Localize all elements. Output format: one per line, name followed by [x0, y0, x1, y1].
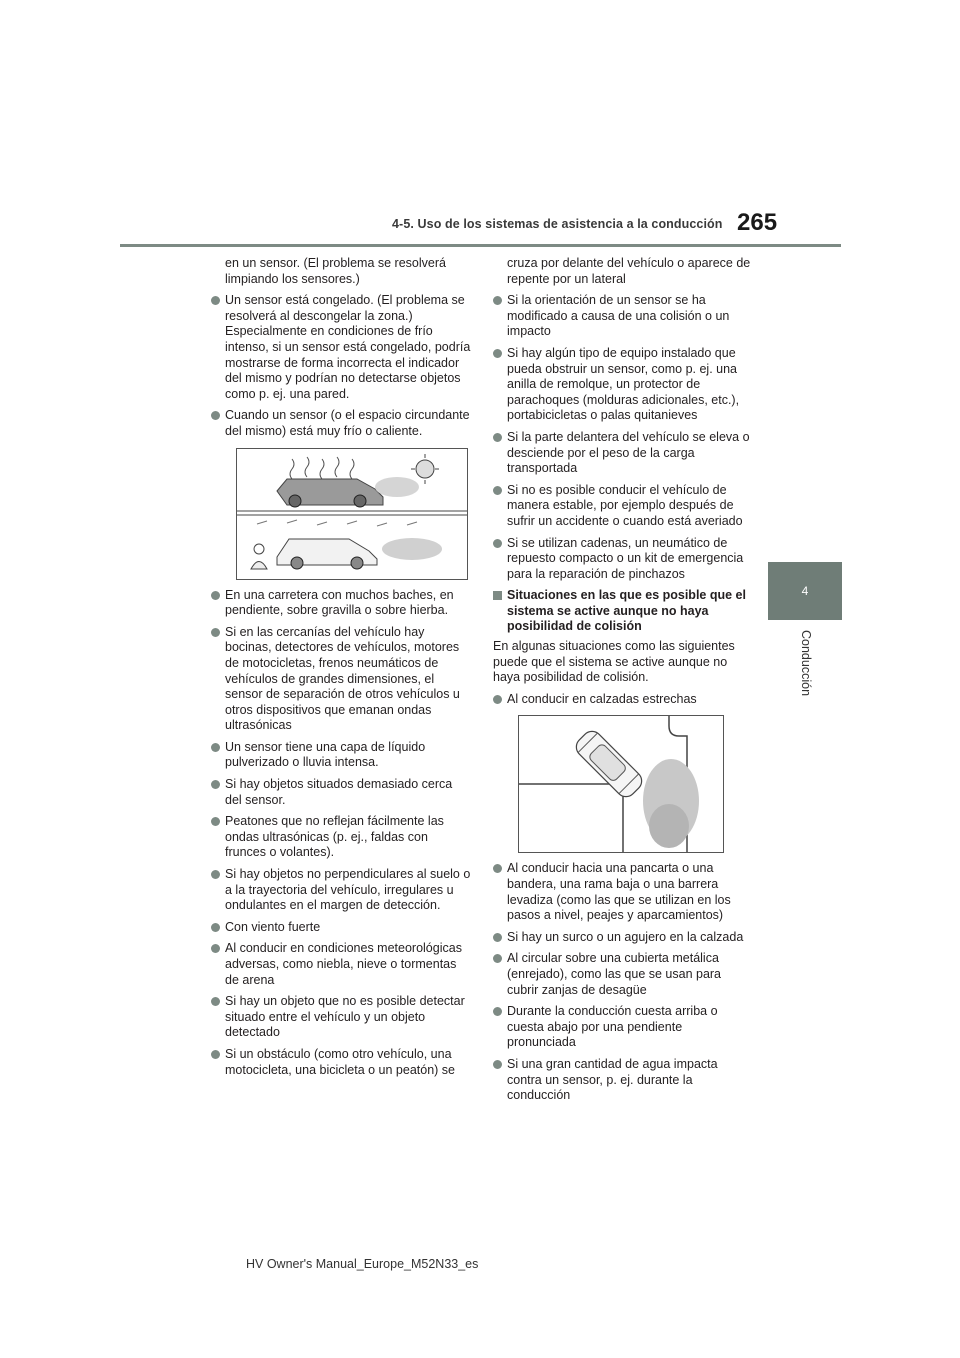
bullet-icon [493, 486, 502, 495]
list-item: Con viento fuerte [211, 920, 471, 936]
list-item: Si se utilizan cadenas, un neumático de repuesto compacto o un kit de emergencia para la reparación de pinchazos [493, 536, 753, 583]
bullet-icon [211, 870, 220, 879]
bullet-icon [493, 1060, 502, 1069]
bullet-icon [493, 539, 502, 548]
list-item: Al circular sobre una cubierta metálica (enrejado), como las que se usan para cubrir zanjas de desagüe [493, 951, 753, 998]
bullet-icon [493, 349, 502, 358]
list-item: Durante la conducción cuesta arriba o cuesta abajo por una pendiente pronunciada [493, 1004, 753, 1051]
chapter-label: Conducción [799, 630, 813, 697]
bullet-icon [211, 411, 220, 420]
section-heading: Situaciones en las que es posible que el sistema se active aunque no haya posibilidad de colisión [493, 588, 753, 635]
bullet-list [493, 861, 753, 1103]
square-bullet-icon [493, 591, 502, 600]
list-item: Al conducir en calzadas estrechas [493, 692, 753, 708]
bullet-icon [211, 997, 220, 1006]
list-item: Si en las cercanías del vehículo hay bocinas, detectores de vehículos, motores de motocicletas, frenos neumáticos de vehículos de grandes dimensiones, el sensor de separación de otros vehículos u otros dispositivos que emanan ondas ultrasónicas [211, 625, 471, 734]
bullet-icon [211, 1050, 220, 1059]
list-item: Cuando un sensor (o el espacio circundante del mismo) está muy frío o caliente. [211, 408, 471, 439]
list-item: Un sensor tiene una capa de líquido pulverizado o lluvia intensa. [211, 740, 471, 771]
bullet-list [493, 692, 753, 708]
continued-text: cruza por delante del vehículo o aparece de repente por un lateral [507, 256, 751, 286]
bullet-icon [493, 695, 502, 704]
list-item: Peatones que no reflejan fácilmente las ondas ultrasónicas (p. ej., faldas con frunces o volantes). [211, 814, 471, 861]
illustration-narrow-road [518, 715, 724, 853]
bullet-icon [493, 296, 502, 305]
bullet-icon [211, 296, 220, 305]
illustration-cars-weather [236, 448, 468, 580]
list-item: Al conducir en condiciones meteorológicas adversas, como niebla, nieve o tormentas de arena [211, 941, 471, 988]
bullet-icon [211, 743, 220, 752]
section-intro: En algunas situaciones como las siguientes puede que el sistema se active aunque no haya posibilidad de colisión. [493, 639, 735, 685]
list-item: Si hay objetos no perpendiculares al suelo o a la trayectoria del vehículo, irregulares u ondulantes en el margen de detección. [211, 867, 471, 914]
bullet-list [211, 588, 471, 1079]
list-item: Si un obstáculo (como otro vehículo, una motocicleta, una bicicleta o un peatón) se [211, 1047, 471, 1078]
list-item: En una carretera con muchos baches, en pendiente, sobre gravilla o sobre hierba. [211, 588, 471, 619]
header-rule [120, 244, 841, 247]
chapter-number: 4 [801, 584, 809, 598]
bullet-icon [211, 923, 220, 932]
list-item: Si hay un objeto que no es posible detectar situado entre el vehículo y un objeto detectado [211, 994, 471, 1041]
bullet-icon [211, 780, 220, 789]
bullet-icon [211, 944, 220, 953]
bullet-list [211, 293, 471, 439]
list-item: Si la orientación de un sensor se ha modificado a causa de una colisión o un impacto [493, 293, 753, 340]
list-item: Si no es posible conducir el vehículo de manera estable, por ejemplo después de sufrir un accidente o cuando está averiado [493, 483, 753, 530]
footer-text: HV Owner's Manual_Europe_M52N33_es [246, 1257, 479, 1271]
bullet-list [493, 293, 753, 582]
section-title: 4-5. Uso de los sistemas de asistencia a la conducción [392, 217, 723, 231]
bullet-icon [493, 933, 502, 942]
list-item: Si hay objetos situados demasiado cerca del sensor. [211, 777, 471, 808]
list-item: Si la parte delantera del vehículo se eleva o desciende por el peso de la carga transportada [493, 430, 753, 477]
chapter-tab[interactable] [768, 562, 842, 620]
page-number: 265 [737, 209, 778, 236]
list-item: Si hay un surco o un agujero en la calzada [493, 930, 753, 946]
right-column [493, 256, 753, 1110]
bullet-icon [211, 591, 220, 600]
bullet-icon [493, 433, 502, 442]
bullet-icon [493, 1007, 502, 1016]
bullet-icon [493, 864, 502, 873]
continued-text: en un sensor. (El problema se resolverá limpiando los sensores.) [225, 256, 446, 286]
bullet-icon [493, 954, 502, 963]
list-item: Un sensor está congelado. (El problema se resolverá al descongelar la zona.) Especialmente en condiciones de frío intenso, si un sensor está congelado, podría mostrarse de forma incorrecta el indicador del mismo y podrían no detectarse objetos como p. ej. una pared. [211, 293, 471, 402]
list-item: Al conducir hacia una pancarta o una bandera, una rama baja o una barrera levadiza (como las que se utilizan en los pasos a nivel, peajes y aparcamientos) [493, 861, 753, 923]
list-item: Si hay algún tipo de equipo instalado que pueda obstruir un sensor, como p. ej. una anilla de remolque, un protector de parachoques (molduras adicionales, etc.), portabicicletas o palas quitanieves [493, 346, 753, 424]
list-item: Si una gran cantidad de agua impacta contra un sensor, p. ej. durante la conducción [493, 1057, 753, 1104]
left-column [211, 256, 471, 1084]
bullet-icon [211, 817, 220, 826]
bullet-icon [211, 628, 220, 637]
